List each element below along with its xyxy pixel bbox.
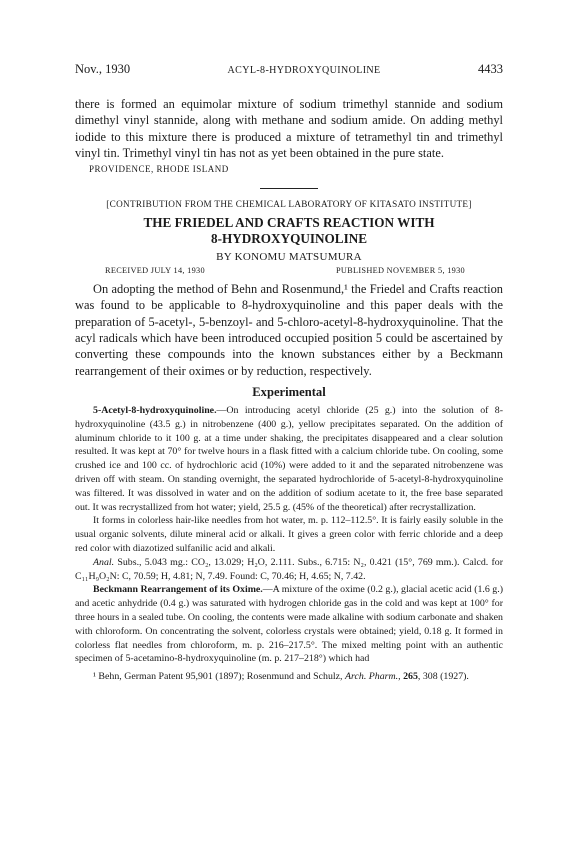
dates-line: [75, 266, 503, 275]
running-title: ACYL-8-HYDROXYQUINOLINE: [227, 65, 381, 76]
footnote-rest: , 308 (1927).: [417, 671, 469, 683]
beckmann-paragraph: [75, 583, 503, 666]
title-line-2: 8-HYDROXYQUINOLINE: [210, 231, 368, 247]
acetyl-text: —On introducing acetyl chloride (25 g.) into the solution of 8-hydroxyquinoline (43.5 g.) in nitrobenzene (400 g.), yellow precipitates separated. On the addition of aluminum chloride to it 100 g. at a time under shaking, the precipitates disappeared and a clear solution resulted. It was kept at 70° for twelve hours in a flask fitted with a calcium chloride tube. On cooling, some crushed ice and 100 cc. of hydrochloric acid (10%) were added to it and the separated nitrobenzene was driven off with steam. On standing overnight, the separated hydrochloride of 5-acetyl-8-hydroxyquinoline was filtered. It was dissolved in water and on the addition of sodium acetate to it, the free base separated out. It was recrystallized from hot water; yield, 25.5 g. (45% of the theoretical) after recrystallization.: [75, 404, 503, 513]
section-heading: Experimental: [252, 384, 326, 399]
title-line-1: THE FRIEDEL AND CRAFTS REACTION WITH: [143, 215, 435, 231]
analysis-paragraph: [75, 556, 503, 584]
published-date: PUBLISHED NOVEMBER 5, 1930: [335, 266, 465, 276]
footnote: [75, 670, 503, 684]
footnote-volume: 265: [403, 671, 418, 683]
analysis-lead: Anal.: [93, 556, 115, 568]
contribution-line: [CONTRIBUTION FROM THE CHEMICAL LABORATORY OF KITASATO INSTITUTE]: [106, 199, 472, 210]
previous-article-ending: there is formed an equimolar mixture of sodium trimethyl stannide and sodium dimethyl vinyl stannide, along with methane and sodium amide. On adding methyl iodide to this mixture there is produced a mixture of tetramethyl tin and trimethyl vinyl tin. Trimethyl vinyl tin has not as yet been obtained in the pure state.: [75, 97, 503, 160]
footnote-journal: Arch. Pharm.: [345, 671, 399, 683]
article-title: [75, 215, 503, 247]
acetyl-lead: 5-Acetyl-8-hydroxyquinoline.: [93, 404, 217, 416]
issue-date: Nov., 1930: [75, 62, 131, 76]
received-date: RECEIVED JULY 14, 1930: [105, 266, 205, 276]
page-number: 4433: [477, 62, 503, 76]
abstract-paragraph: On adopting the method of Behn and Rosenmund,¹ the Friedel and Crafts reaction was found to be applicable to 8-hydroxyquinoline and this paper deals with the preparation of 5-acetyl-, 5-benzoyl- and 5-chloro-acetyl-8-hydroxyquinoline. That the acyl radicals which have been introduced occupied position 5 could be ascertained by converting these compounds into the known substances either by a Beckmann rearrangement of their oximes or by reduction, respectively.: [75, 282, 503, 378]
analysis-text: Subs., 5.043 mg.: CO₂, 13.029; H₂O, 2.111. Subs., 6.715: N₂, 0.421 (15°, 769 mm.). Calcd. for C₁₁H₉O₂N: C, 70.59; H, 4.81; N, 7.49. Found: C, 70.46; H, 4.65; N, 7.42.: [75, 556, 503, 582]
running-head: [75, 62, 503, 82]
place-line: PROVIDENCE, RHODE ISLAND: [89, 164, 229, 175]
beckmann-text: —A mixture of the oxime (0.2 g.), glacial acetic acid (1.6 g.) and acetic anhydride (0.4 g.) was saturated with hydrogen chloride gas in the cold and was kept at 100° for three hours in a sealed tube. On cooling, the contents were made alkaline with sodium carbonate and shaken with chloroform. On concentrating the solvent, colorless crystals were obtained; yield, 0.18 g. It formed in colorless flat needles from chloroform, m. p. 216–217.5°. The mixed melting point with an authentic specimen of 5-acetamino-8-hydroxyquinoline (m. p. 217–218°) which had: [75, 584, 504, 665]
separator-rule: [260, 188, 318, 189]
beckmann-lead: Beckmann Rearrangement of its Oxime.: [93, 584, 263, 596]
author-line: BY KONOMU MATSUMURA: [216, 251, 362, 264]
acetyl-paragraph: [75, 404, 503, 514]
properties-paragraph: It forms in colorless hair-like needles from hot water, m. p. 112–112.5°. It is fairly easily soluble in the usual organic solvents, dilute mineral acid or alkali. It gives a green color with ferric chloride and a deep red color with diazotized sulfanilic acid and alkali.: [75, 515, 503, 554]
journal-page: [75, 62, 503, 684]
footnote-text: ¹ Behn, German Patent 95,901 (1897); Rosenmund and Schulz,: [93, 671, 345, 683]
footnote-comma: ,: [398, 671, 404, 683]
